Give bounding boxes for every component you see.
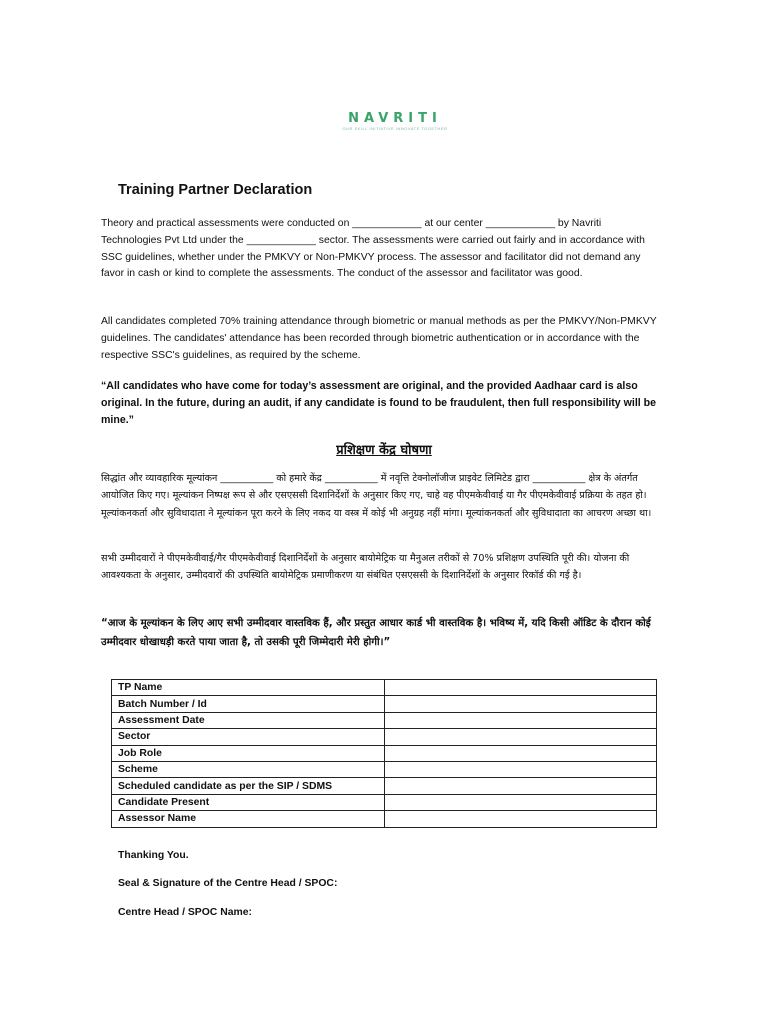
table-row: [112, 794, 657, 810]
table-row: [112, 696, 657, 712]
hindi-declaration: “आज के मूल्यांकन के लिए आए सभी उम्मीदवार वास्तविक हैं, और प्रस्तुत आधार कार्ड भी वास्तविक है। भविष्य में, यदि किसी ऑडिट के दौरान कोई उम्मीदवार धोखाधड़ी करते पाया जाता है, तो उसकी पूरी जिम्मेदारी मेरी होगी।”: [101, 618, 651, 648]
table-row: [112, 712, 657, 728]
table-label: Assessor Name: [112, 811, 385, 827]
table-label: Scheduled candidate as per the SIP / SDMS: [112, 778, 385, 794]
table-row: [112, 811, 657, 827]
table-value-field[interactable]: [385, 761, 657, 777]
hindi-title: प्रशिक्षण केंद्र घोषणा: [336, 443, 432, 458]
navriti-logo: [310, 112, 480, 136]
table-value-field[interactable]: [385, 712, 657, 728]
english-paragraph-1: Theory and practical assessments were conducted on ____________ at our center ____________ by Navriti Technologies Pvt Ltd under the ____________ sector. The assessments were carried out fairly and in accordance with SSC guidelines, whether under the PMKVY or Non-PMKVY process. The assessor and facilitator did not demand any favor in cash or kind to complete the assessments. The conduct of the assessor and facilitator was good.: [101, 218, 645, 280]
table-label: TP Name: [112, 680, 385, 696]
english-declaration: “All candidates who have come for today’s assessment are original, and the provided Aadhaar card is also original. In the future, during an audit, if any candidate is found to be fraudulent, then full responsibility will be mine.”: [101, 380, 657, 426]
table-label: Candidate Present: [112, 794, 385, 810]
logo-wordmark: NAVRITI: [348, 111, 442, 126]
table-value-field[interactable]: [385, 680, 657, 696]
table-value-field[interactable]: [385, 745, 657, 761]
details-table: [111, 679, 657, 828]
hindi-paragraph-2: सभी उम्मीदवारों ने पीएमकेवीवाई/गैर पीएमकेवीवाई दिशानिर्देशों के अनुसार बायोमेट्रिक या मैनुअल तरीकों से 70% प्रशिक्षण उपस्थिति पूरी की। योजना की आवश्यकता के अनुसार, उम्मीदवारों की उपस्थिति बायोमेट्रिक प्रमाणीकरण या संबंधित एसएससी के दिशानिर्देशों के अनुसार रिकॉर्ड की गई है।: [101, 553, 630, 582]
table-value-field[interactable]: [385, 811, 657, 827]
table-label: Batch Number / Id: [112, 696, 385, 712]
seal-signature-label: Seal & Signature of the Centre Head / SPOC:: [118, 878, 338, 889]
english-title: Training Partner Declaration: [118, 182, 313, 198]
english-paragraph-2: All candidates completed 70% training attendance through biometric or manual methods as per the PMKVY/Non-PMKVY guidelines. The candidates' attendance has been recorded through biometric authentication or in accordance with the respective SSC's guidelines, as required by the scheme.: [101, 316, 657, 361]
table-row: [112, 778, 657, 794]
table-row: [112, 761, 657, 777]
logo-tagline: OUR SKILL INITIATIVE INNOVATE TOGETHER: [342, 126, 448, 131]
spoc-name-label: Centre Head / SPOC Name:: [118, 907, 252, 918]
table-label: Scheme: [112, 761, 385, 777]
table-value-field[interactable]: [385, 696, 657, 712]
table-row: [112, 680, 657, 696]
table-value-field[interactable]: [385, 729, 657, 745]
table-label: Sector: [112, 729, 385, 745]
table-row: [112, 729, 657, 745]
table-label: Assessment Date: [112, 712, 385, 728]
table-row: [112, 745, 657, 761]
thanking-text: Thanking You.: [118, 850, 189, 861]
table-label: Job Role: [112, 745, 385, 761]
table-value-field[interactable]: [385, 778, 657, 794]
table-value-field[interactable]: [385, 794, 657, 810]
hindi-paragraph-1: सिद्धांत और व्यावहारिक मूल्यांकन ___________ को हमारे केंद्र ___________ में नवृत्ति टेक्नोलॉजीज प्राइवेट लिमिटेड द्वारा ___________ क्षेत्र के अंतर्गत आयोजित किए गए। मूल्यांकन निष्पक्ष रूप से और एसएससी दिशानिर्देशों के अनुसार किए गए, चाहे वह पीएमकेवीवाई या गैर पीएमकेवीवाई प्रक्रिया के तहत हो। मूल्यांकनकर्ता और सुविधादाता ने मूल्यांकन पूरा करने के लिए नकद या वस्त्र में कोई भी अनुग्रह नहीं मांगा। मूल्यांकनकर्ता और सुविधादाता का आचरण अच्छा था।: [101, 473, 652, 519]
